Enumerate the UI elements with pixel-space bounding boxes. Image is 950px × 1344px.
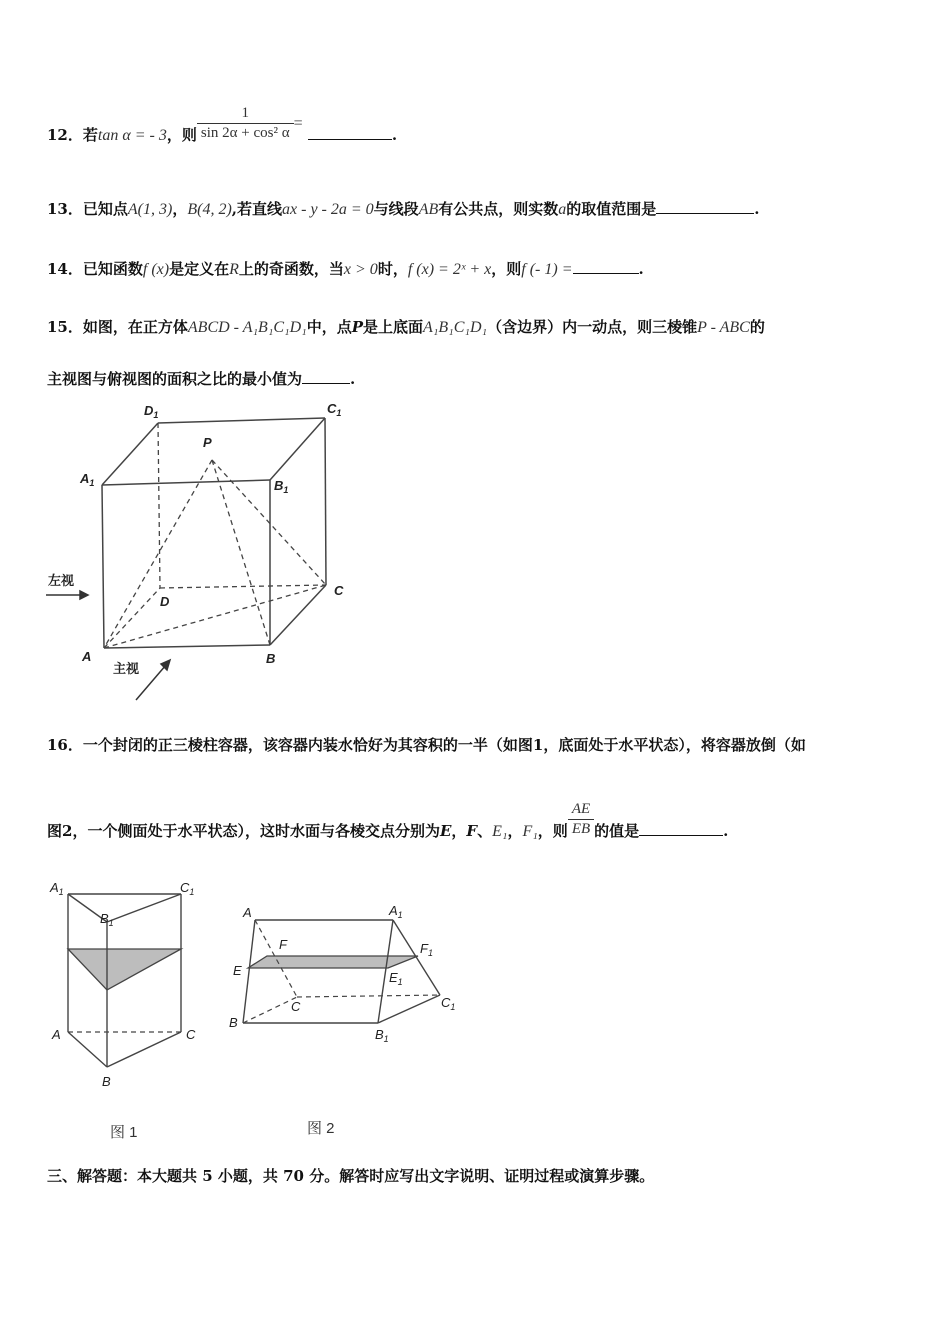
label-D1: $D_1$ xyxy=(144,403,159,420)
fig1-label-B1: $B_1$ xyxy=(100,911,114,928)
q16-sep3: ， xyxy=(507,822,523,840)
q13-answer-blank[interactable] xyxy=(656,213,754,214)
q16-F: F xyxy=(466,822,478,840)
q16-E1: E₁ xyxy=(492,823,508,840)
q15-pyramid: P - ABC xyxy=(697,319,750,336)
question-12 xyxy=(47,104,398,145)
q14-text-5: ，则 xyxy=(491,260,522,278)
question-13 xyxy=(47,198,760,219)
q15-text-2: 中，点 xyxy=(306,318,352,336)
fig2-label-E1: $E_1$ xyxy=(389,970,403,987)
left-view-label: 左视 xyxy=(48,573,75,588)
q13-text-1: 已知点 xyxy=(82,200,128,218)
q16-fig-num-2: 2 xyxy=(62,822,73,840)
figure-prism-2 xyxy=(225,895,465,1145)
q14-text-4: 时， xyxy=(377,260,408,278)
fig1-label-C: C xyxy=(186,1027,196,1042)
q13-text-5: 有公共点，则实数 xyxy=(438,200,559,218)
q16-number: 16． xyxy=(47,736,83,754)
q16-sep2: 、 xyxy=(477,822,493,840)
q13-text-6: 的取值范围是 xyxy=(566,200,657,218)
q15-end: . xyxy=(350,370,356,388)
label-A: A xyxy=(82,649,92,664)
question-15 xyxy=(47,316,765,337)
q15-face: A₁B₁C₁D₁ xyxy=(423,319,488,336)
figure-cube xyxy=(40,395,370,705)
q12-equals: = xyxy=(293,115,303,132)
q13-end: . xyxy=(754,200,760,218)
q13-number: 13． xyxy=(47,200,83,218)
question-14 xyxy=(47,258,644,279)
q16-text-1: 一个封闭的正三棱柱容器，该容器内装水恰好为其容积的一半（如图 xyxy=(82,736,533,754)
q12-fraction xyxy=(197,105,294,142)
q14-number: 14． xyxy=(47,260,83,278)
q13-text-3: ,若直线 xyxy=(231,200,283,218)
label-P: P xyxy=(203,435,212,450)
q14-domain: R xyxy=(229,261,239,278)
figure-prism-1 xyxy=(40,872,220,1147)
fig2-label-B: B xyxy=(229,1015,238,1030)
q15-line2-text: 主视图与俯视图的面积之比的最小值为 xyxy=(47,370,303,388)
q16-E: E xyxy=(439,822,452,840)
q16-text-4: 的值是 xyxy=(594,822,640,840)
q16-answer-blank[interactable] xyxy=(639,835,723,836)
q14-ask: f (- 1) = xyxy=(521,261,573,278)
label-C: C xyxy=(334,583,344,598)
q16-sep1: ， xyxy=(451,822,467,840)
main-view-label: 主视 xyxy=(113,661,140,676)
q13-segment: AB xyxy=(418,201,439,218)
q16-text-2: ，底面处于水平状态），将容器放倒（如 xyxy=(543,736,806,754)
section-3-heading: 三、解答题：本大题共 5 小题，共 70 分。解答时应写出文字说明、证明过程或演算步骤。 xyxy=(47,1167,655,1185)
q15-text-5: 的 xyxy=(749,318,765,336)
fig2-label-C: C xyxy=(291,999,301,1014)
fig1-label-B: B xyxy=(102,1074,111,1089)
q13-line-eq: ax - y - 2a = 0 xyxy=(282,201,374,218)
q13-point-b: B(4, 2) xyxy=(187,201,232,218)
fig1-label-A: A xyxy=(52,1027,61,1042)
q14-expression: f (x) = 2ˣ + x xyxy=(407,261,492,278)
q16-fraction xyxy=(568,801,594,838)
q12-answer-blank[interactable] xyxy=(308,139,392,140)
q14-text-2: 是定义在 xyxy=(169,260,230,278)
question-15-line-2 xyxy=(47,368,355,389)
q15-point-p: P xyxy=(351,318,364,336)
label-D: D xyxy=(160,594,170,609)
label-C1: $C_1$ xyxy=(327,401,342,418)
q12-condition: tan α = - 3 xyxy=(97,127,167,144)
fig2-label-F: F xyxy=(279,937,287,952)
q15-answer-blank[interactable] xyxy=(302,383,350,384)
q12-text-2: ，则 xyxy=(166,126,197,144)
q12-text-1: 若 xyxy=(82,126,98,144)
q15-text-1: 如图，在正方体 xyxy=(82,318,188,336)
q15-text-4: （含边界）内一动点，则三棱锥 xyxy=(487,318,698,336)
q14-answer-blank[interactable] xyxy=(573,273,639,274)
question-16-line-2 xyxy=(47,800,729,841)
q16-frac-den: EB xyxy=(571,820,591,837)
q16-l2a: 图 xyxy=(47,822,63,840)
q13-var: a xyxy=(558,201,567,218)
fig1-label-A1: $A_1$ xyxy=(50,880,64,897)
q14-text-3: 上的奇函数，当 xyxy=(238,260,344,278)
fig2-caption: 图 2 xyxy=(307,1120,335,1137)
q12-number: 12． xyxy=(47,126,83,144)
q16-F1: F₁ xyxy=(522,823,538,840)
question-16 xyxy=(47,734,806,755)
fig2-label-E: E xyxy=(233,963,242,978)
q14-func: f (x) xyxy=(142,261,170,278)
q15-number: 15． xyxy=(47,318,83,336)
fig2-label-C1: $C_1$ xyxy=(441,995,456,1012)
q16-end: . xyxy=(723,822,729,840)
q16-l2b: ，一个侧面处于水平状态），这时水面与各棱交点分别为 xyxy=(72,822,440,840)
q16-fig-num-1: 1 xyxy=(532,736,544,754)
q16-text-3: ，则 xyxy=(537,822,568,840)
fig2-label-F1: $F_1$ xyxy=(420,941,433,958)
fig1-label-C1: $C_1$ xyxy=(180,880,195,897)
q14-end: . xyxy=(638,260,644,278)
q12-end: . xyxy=(391,126,398,144)
label-B: B xyxy=(266,651,276,666)
q13-text-2: ， xyxy=(172,200,188,218)
fig2-label-A: A xyxy=(243,905,252,920)
q16-frac-num: AE xyxy=(568,801,594,820)
q14-text-1: 已知函数 xyxy=(82,260,143,278)
q13-point-a: A(1, 3) xyxy=(127,201,173,218)
fig1-caption: 图 1 xyxy=(110,1124,138,1141)
label-B1: $B_1$ xyxy=(274,478,289,495)
q12-frac-num: 1 xyxy=(197,105,294,124)
fig2-label-A1: $A_1$ xyxy=(389,903,403,920)
q14-condition: x > 0 xyxy=(343,261,378,278)
q15-cube: ABCD - A₁B₁C₁D₁ xyxy=(187,319,307,336)
q13-text-4: 与线段 xyxy=(373,200,419,218)
label-A1: $A_1$ xyxy=(80,471,95,488)
q15-text-3: 是上底面 xyxy=(363,318,424,336)
fig2-label-B1: $B_1$ xyxy=(375,1027,389,1044)
q12-frac-den: sin 2α + cos² α xyxy=(200,124,290,141)
